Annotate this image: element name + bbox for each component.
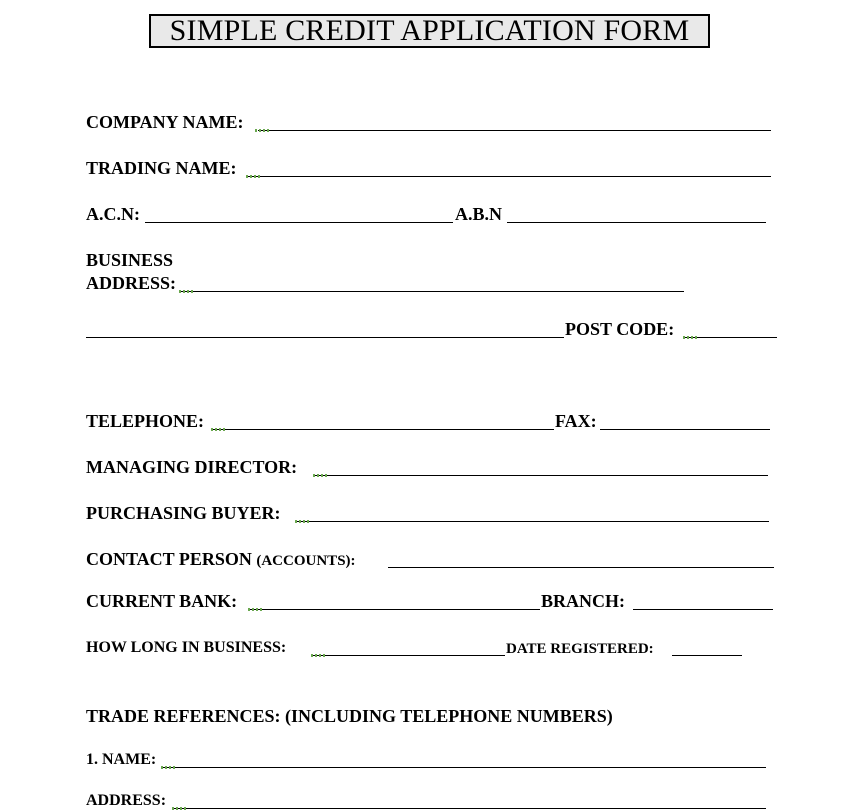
- spellcheck-marker: [211, 428, 225, 431]
- trade-references-heading: TRADE REFERENCES: (INCLUDING TELEPHONE NUMBERS): [86, 706, 613, 726]
- purchasing-buyer-label: PURCHASING BUYER:: [86, 503, 281, 523]
- post-code-label: POST CODE:: [565, 319, 675, 339]
- ref1-address-field[interactable]: [174, 808, 766, 809]
- telephone-field[interactable]: [212, 429, 554, 430]
- managing-director-field[interactable]: [315, 475, 768, 476]
- address-line-2-field[interactable]: [86, 337, 564, 338]
- spellcheck-marker: [255, 129, 269, 132]
- spellcheck-marker: [161, 766, 175, 769]
- trading-name-field[interactable]: [248, 176, 771, 177]
- trading-name-label: TRADING NAME:: [86, 158, 237, 178]
- spellcheck-marker: [248, 608, 262, 611]
- date-registered-label: DATE REGISTERED:: [506, 641, 654, 657]
- current-bank-field[interactable]: [250, 609, 540, 610]
- branch-label: BRANCH:: [541, 591, 625, 611]
- current-bank-label: CURRENT BANK:: [86, 591, 238, 611]
- spellcheck-marker: [246, 175, 260, 178]
- business-label: BUSINESS: [86, 250, 174, 270]
- contact-person-text: CONTACT PERSON: [86, 549, 252, 569]
- abn-field[interactable]: [507, 222, 766, 223]
- abn-label: A.B.N: [455, 204, 503, 224]
- spellcheck-marker: [172, 807, 186, 810]
- acn-label: A.C.N:: [86, 204, 140, 224]
- address-label: ADDRESS:: [86, 273, 177, 293]
- ref1-name-label: 1. NAME:: [86, 751, 157, 768]
- form-title: SIMPLE CREDIT APPLICATION FORM: [149, 14, 710, 48]
- acn-field[interactable]: [145, 222, 453, 223]
- purchasing-buyer-field[interactable]: [297, 521, 769, 522]
- spellcheck-marker: [311, 654, 325, 657]
- managing-director-label: MANAGING DIRECTOR:: [86, 457, 298, 477]
- how-long-field[interactable]: [313, 655, 505, 656]
- contact-person-field[interactable]: [388, 567, 774, 568]
- fax-field[interactable]: [600, 429, 770, 430]
- branch-field[interactable]: [633, 609, 773, 610]
- contact-person-label: [86, 549, 356, 571]
- telephone-label: TELEPHONE:: [86, 411, 205, 431]
- spellcheck-marker: [313, 474, 327, 477]
- company-name-label: COMPANY NAME:: [86, 112, 244, 132]
- spellcheck-marker: [683, 336, 697, 339]
- ref1-name-field[interactable]: [163, 767, 766, 768]
- contact-person-note: (ACCOUNTS):: [256, 553, 356, 569]
- how-long-label: HOW LONG IN BUSINESS:: [86, 639, 287, 656]
- spellcheck-marker: [295, 520, 309, 523]
- business-address-field[interactable]: [181, 291, 684, 292]
- company-name-field[interactable]: [258, 130, 771, 131]
- ref1-address-label: ADDRESS:: [86, 792, 167, 809]
- post-code-field[interactable]: [685, 337, 777, 338]
- date-registered-field[interactable]: [672, 655, 742, 656]
- fax-label: FAX:: [555, 411, 597, 431]
- spellcheck-marker: [179, 290, 193, 293]
